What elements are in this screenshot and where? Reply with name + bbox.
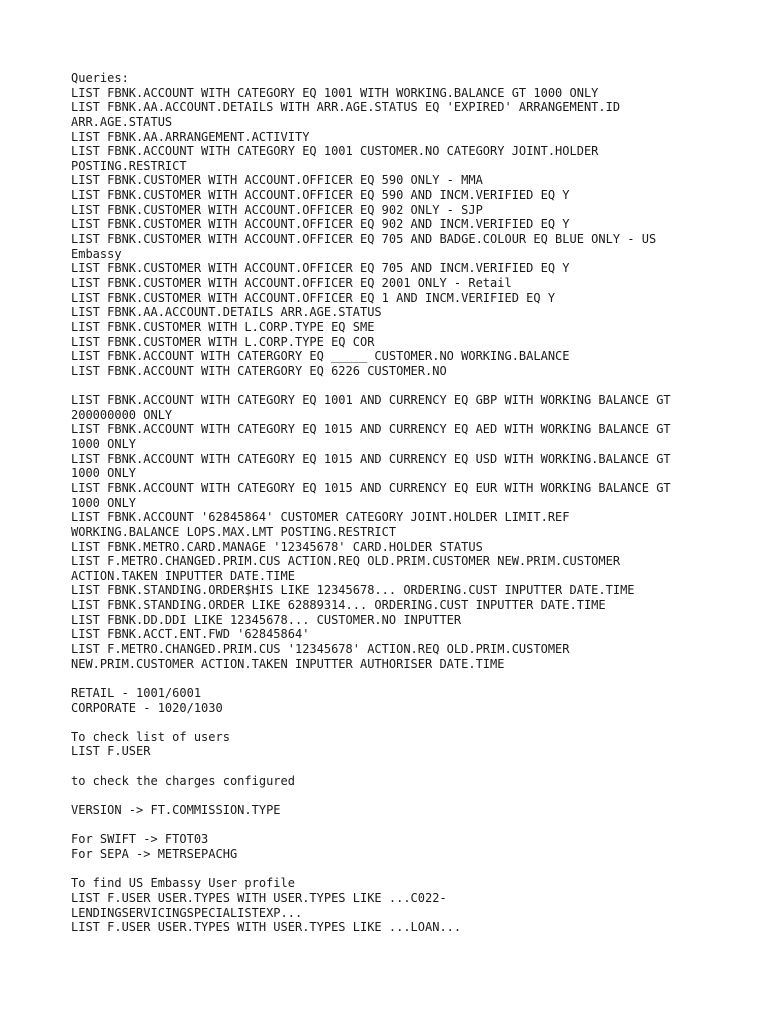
text-line: LIST FBNK.STANDING.ORDER LIKE 62889314... ORDERING.CUST INPUTTER DATE.TIME (71, 598, 606, 613)
text-line: LIST FBNK.METRO.CARD.MANAGE '12345678' CARD.HOLDER STATUS (71, 539, 483, 554)
text-line: To find US Embassy User profile (71, 876, 295, 891)
blank-line (71, 715, 711, 730)
text-line: LIST FBNK.ACCOUNT WITH CATEGORY EQ 1001 WITH WORKING.BALANCE GT 1000 ONLY (71, 85, 599, 100)
text-line: CORPORATE - 1020/1030 (71, 700, 223, 715)
text-line: RETAIL - 1001/6001 (71, 685, 202, 700)
text-line: LIST F.USER USER.TYPES WITH USER.TYPES LIKE ...C022- (71, 890, 447, 905)
blank-line (71, 788, 711, 803)
text-line: LIST FBNK.CUSTOMER WITH ACCOUNT.OFFICER EQ 902 ONLY - SJP (71, 202, 483, 217)
text-line: LIST F.USER (71, 744, 151, 759)
blank-line (71, 671, 711, 686)
text-line: LIST FBNK.ACCOUNT WITH CATERGORY EQ _____ CUSTOMER.NO WORKING.BALANCE (71, 349, 570, 364)
text-line: LIST FBNK.DD.DDI LIKE 12345678... CUSTOMER.NO INPUTTER (71, 612, 462, 627)
text-line: POSTING.RESTRICT (71, 158, 187, 173)
text-line: LIST FBNK.AA.ARRANGEMENT.ACTIVITY (71, 129, 310, 144)
text-line: VERSION -> FT.COMMISSION.TYPE (71, 803, 281, 818)
text-line: LIST FBNK.ACCOUNT WITH CATEGORY EQ 1001 CUSTOMER.NO CATEGORY JOINT.HOLDER (71, 144, 599, 159)
blank-line (71, 759, 711, 774)
text-line: LIST FBNK.CUSTOMER WITH ACCOUNT.OFFICER EQ 705 AND BADGE.COLOUR EQ BLUE ONLY - US (71, 232, 657, 247)
blank-line (71, 818, 711, 833)
text-line: 1000 ONLY (71, 437, 137, 452)
text-line: Queries: (71, 71, 129, 85)
text-line: LIST FBNK.CUSTOMER WITH ACCOUNT.OFFICER EQ 590 AND INCM.VERIFIED EQ Y (71, 188, 570, 203)
text-line: ACTION.TAKEN INPUTTER DATE.TIME (71, 568, 295, 583)
text-line: LIST F.METRO.CHANGED.PRIM.CUS '12345678' ACTION.REQ OLD.PRIM.CUSTOMER (71, 641, 570, 656)
text-line: ARR.AGE.STATUS (71, 114, 173, 129)
text-line: LIST FBNK.ACCOUNT '62845864' CUSTOMER CATEGORY JOINT.HOLDER LIMIT.REF (71, 510, 570, 525)
text-line: LIST FBNK.CUSTOMER WITH ACCOUNT.OFFICER EQ 1 AND INCM.VERIFIED EQ Y (71, 290, 556, 305)
text-line: WORKING.BALANCE LOPS.MAX.LMT POSTING.RESTRICT (71, 524, 397, 539)
text-line: LIST FBNK.ACCOUNT WITH CATEGORY EQ 1015 AND CURRENCY EQ USD WITH WORKING.BALANCE GT (71, 451, 671, 466)
text-line: LIST FBNK.CUSTOMER WITH L.CORP.TYPE EQ COR (71, 334, 375, 349)
text-line: LIST FBNK.STANDING.ORDER$HIS LIKE 12345678... ORDERING.CUST INPUTTER DATE.TIME (71, 583, 635, 598)
text-line: LIST FBNK.ACCOUNT WITH CATERGORY EQ 6226 CUSTOMER.NO (71, 363, 447, 378)
text-line: To check list of users (71, 729, 230, 744)
text-line: NEW.PRIM.CUSTOMER ACTION.TAKEN INPUTTER AUTHORISER DATE.TIME (71, 656, 505, 671)
blank-line (71, 378, 711, 393)
text-line: to check the charges configured (71, 773, 295, 788)
text-line: LIST FBNK.CUSTOMER WITH ACCOUNT.OFFICER EQ 2001 ONLY - Retail (71, 275, 512, 290)
text-line: LIST FBNK.AA.ACCOUNT.DETAILS WITH ARR.AGE.STATUS EQ 'EXPIRED' ARRANGEMENT.ID (71, 100, 621, 115)
text-line: LIST FBNK.CUSTOMER WITH L.CORP.TYPE EQ SME (71, 319, 375, 334)
text-line: 200000000 ONLY (71, 407, 173, 422)
text-line: LIST F.USER USER.TYPES WITH USER.TYPES LIKE ...LOAN... (71, 920, 462, 935)
blank-line (71, 862, 711, 877)
text-line: Embassy (71, 246, 122, 261)
text-line: LIST FBNK.CUSTOMER WITH ACCOUNT.OFFICER EQ 902 AND INCM.VERIFIED EQ Y (71, 217, 570, 232)
text-line: 1000 ONLY (71, 466, 137, 481)
text-line: LIST FBNK.ACCOUNT WITH CATEGORY EQ 1015 AND CURRENCY EQ AED WITH WORKING BALANCE GT (71, 422, 671, 437)
text-line: LIST FBNK.AA.ACCOUNT.DETAILS ARR.AGE.STATUS (71, 305, 382, 320)
text-line: LIST FBNK.CUSTOMER WITH ACCOUNT.OFFICER EQ 590 ONLY - MMA (71, 173, 483, 188)
text-line: LENDINGSERVICINGSPECIALISTEXP... (71, 905, 303, 920)
text-line: 1000 ONLY (71, 495, 137, 510)
text-line: LIST FBNK.ACCOUNT WITH CATEGORY EQ 1015 AND CURRENCY EQ EUR WITH WORKING BALANCE GT (71, 480, 671, 495)
text-line: LIST F.METRO.CHANGED.PRIM.CUS ACTION.REQ OLD.PRIM.CUSTOMER NEW.PRIM.CUSTOMER (71, 554, 621, 569)
text-line: For SEPA -> METRSEPACHG (71, 846, 238, 861)
document-page (71, 71, 711, 935)
text-line: LIST FBNK.CUSTOMER WITH ACCOUNT.OFFICER EQ 705 AND INCM.VERIFIED EQ Y (71, 261, 570, 276)
text-line: LIST FBNK.ACCT.ENT.FWD '62845864' (71, 627, 310, 642)
text-line: For SWIFT -> FTOT03 (71, 832, 209, 847)
text-line: LIST FBNK.ACCOUNT WITH CATEGORY EQ 1001 AND CURRENCY EQ GBP WITH WORKING BALANCE GT (71, 393, 671, 408)
